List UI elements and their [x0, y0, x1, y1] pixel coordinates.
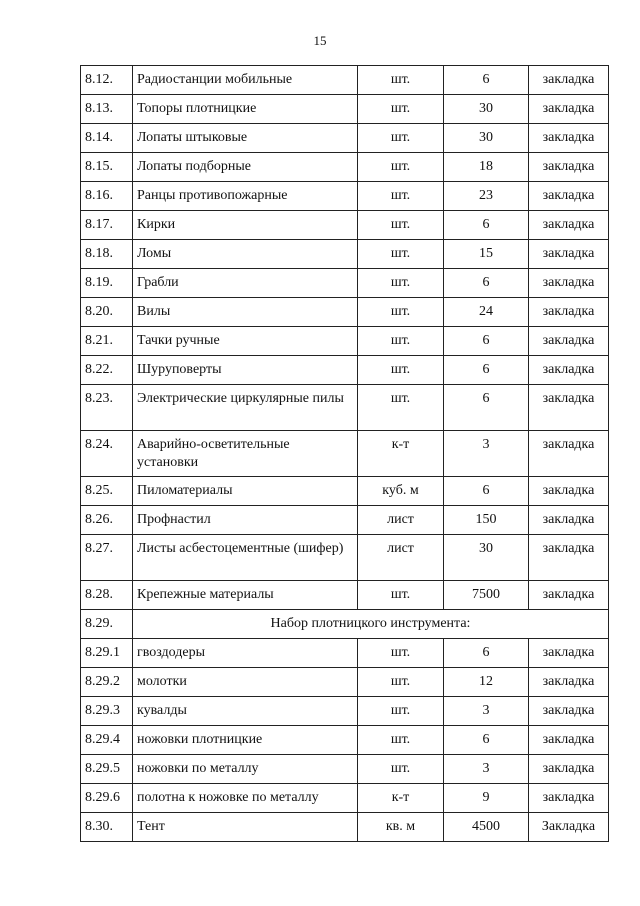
item-note: закладка — [542, 541, 595, 556]
item-note: закладка — [542, 483, 595, 498]
item-name-cell — [133, 726, 358, 755]
item-unit-cell — [358, 269, 444, 298]
item-number-cell — [81, 182, 133, 211]
item-unit: лист — [387, 541, 414, 556]
item-quantity-cell — [444, 477, 529, 506]
item-name-cell — [133, 240, 358, 269]
item-unit: к-т — [391, 437, 410, 452]
item-unit: лист — [387, 512, 414, 527]
item-quantity: 3 — [482, 761, 490, 776]
table-row — [81, 153, 609, 182]
item-quantity: 6 — [482, 217, 490, 232]
item-number-cell — [81, 124, 133, 153]
item-quantity: 15 — [479, 246, 493, 261]
item-unit: шт. — [390, 645, 411, 660]
item-name: Профнастил — [137, 512, 211, 527]
item-quantity-cell — [444, 66, 529, 95]
item-unit-cell — [358, 639, 444, 668]
item-note-cell — [529, 813, 609, 842]
table-row — [81, 813, 609, 842]
item-unit-cell — [358, 506, 444, 535]
item-unit-cell — [358, 668, 444, 697]
table-row — [81, 385, 609, 431]
item-name: Кирки — [137, 217, 176, 232]
item-quantity: 6 — [482, 483, 490, 498]
table-row — [81, 356, 609, 385]
item-number: 8.23. — [85, 391, 113, 406]
item-quantity-cell — [444, 535, 529, 581]
item-name: Тент — [137, 819, 165, 834]
item-note: закладка — [542, 159, 595, 174]
item-quantity: 6 — [482, 645, 490, 660]
item-unit: шт. — [390, 703, 411, 718]
item-quantity: 18 — [479, 159, 493, 174]
item-name-cell — [133, 182, 358, 211]
item-quantity-cell — [444, 356, 529, 385]
table-row — [81, 610, 609, 639]
item-quantity: 4500 — [472, 819, 500, 834]
table-row — [81, 784, 609, 813]
item-name: ножовки плотницкие — [137, 732, 263, 747]
item-name-cell — [133, 755, 358, 784]
item-number: 8.29.3 — [85, 703, 120, 718]
item-quantity-cell — [444, 639, 529, 668]
table-row — [81, 668, 609, 697]
table-row — [81, 506, 609, 535]
item-note-cell — [529, 327, 609, 356]
item-name-cell — [133, 639, 358, 668]
item-note: закладка — [542, 703, 595, 718]
item-name-cell — [133, 66, 358, 95]
item-unit-cell — [358, 431, 444, 477]
item-note-cell — [529, 477, 609, 506]
item-unit: шт. — [390, 72, 411, 87]
item-name-cell — [133, 356, 358, 385]
item-quantity-cell — [444, 211, 529, 240]
item-note: закладка — [542, 72, 595, 87]
item-number: 8.27. — [85, 541, 113, 556]
item-unit-cell — [358, 66, 444, 95]
item-note: закладка — [542, 362, 595, 377]
item-name: Вилы — [137, 304, 171, 319]
item-unit-cell — [358, 784, 444, 813]
item-note-cell — [529, 211, 609, 240]
item-number: 8.25. — [85, 483, 113, 498]
item-quantity: 30 — [479, 541, 493, 556]
item-quantity: 30 — [479, 101, 493, 116]
item-number: 8.30. — [85, 819, 113, 834]
item-unit-cell — [358, 182, 444, 211]
item-number-cell — [81, 506, 133, 535]
item-note-cell — [529, 153, 609, 182]
item-unit-cell — [358, 385, 444, 431]
item-note: закладка — [542, 101, 595, 116]
table-row — [81, 477, 609, 506]
table-row — [81, 66, 609, 95]
item-note: закладка — [542, 732, 595, 747]
item-unit: шт. — [390, 246, 411, 261]
table-row — [81, 697, 609, 726]
table-row — [81, 124, 609, 153]
item-number: 8.13. — [85, 101, 113, 116]
table-row — [81, 269, 609, 298]
item-number-cell — [81, 755, 133, 784]
item-name-cell — [133, 298, 358, 327]
item-quantity: 30 — [479, 130, 493, 145]
item-quantity: 3 — [482, 437, 490, 452]
item-quantity-cell — [444, 269, 529, 298]
item-unit: шт. — [390, 587, 411, 602]
item-note: закладка — [542, 333, 595, 348]
item-note: Закладка — [541, 819, 596, 834]
item-note-cell — [529, 124, 609, 153]
item-quantity: 9 — [482, 790, 490, 805]
item-name-cell — [133, 431, 358, 477]
item-note-cell — [529, 639, 609, 668]
item-name: полотна к ножовке по металлу — [137, 790, 319, 805]
item-unit: шт. — [390, 101, 411, 116]
item-name-cell — [133, 813, 358, 842]
item-quantity: 12 — [479, 674, 493, 689]
table-row — [81, 581, 609, 610]
item-quantity-cell — [444, 755, 529, 784]
item-number-cell — [81, 581, 133, 610]
item-unit-cell — [358, 124, 444, 153]
item-note: закладка — [542, 304, 595, 319]
item-number-cell — [81, 385, 133, 431]
table-row — [81, 431, 609, 477]
section-title: Набор плотницкого инструмента: — [270, 616, 471, 631]
item-note-cell — [529, 535, 609, 581]
item-unit: шт. — [390, 188, 411, 203]
table-row — [81, 327, 609, 356]
item-note: закладка — [542, 587, 595, 602]
item-number-cell — [81, 535, 133, 581]
page-number: 15 — [313, 33, 327, 48]
item-name-cell — [133, 697, 358, 726]
item-unit: шт. — [390, 130, 411, 145]
item-number-cell — [81, 153, 133, 182]
item-unit-cell — [358, 813, 444, 842]
item-number: 8.29.6 — [85, 790, 120, 805]
item-note: закладка — [542, 645, 595, 660]
item-number: 8.17. — [85, 217, 113, 232]
item-name-cell — [133, 506, 358, 535]
item-note: закладка — [542, 188, 595, 203]
item-note: закладка — [542, 512, 595, 527]
item-number: 8.29. — [85, 616, 113, 631]
item-note: закладка — [542, 391, 595, 406]
table-row — [81, 211, 609, 240]
item-number: 8.29.5 — [85, 761, 120, 776]
item-quantity-cell — [444, 431, 529, 477]
item-unit-cell — [358, 477, 444, 506]
item-number: 8.15. — [85, 159, 113, 174]
item-number: 8.29.2 — [85, 674, 120, 689]
item-name: Топоры плотницкие — [137, 101, 257, 116]
item-number: 8.28. — [85, 587, 113, 602]
item-note-cell — [529, 385, 609, 431]
item-name: Ранцы противопожарные — [137, 188, 288, 203]
item-unit: шт. — [390, 333, 411, 348]
item-unit-cell — [358, 755, 444, 784]
equipment-table — [80, 65, 609, 842]
item-note-cell — [529, 356, 609, 385]
item-name-cell — [133, 153, 358, 182]
item-unit: шт. — [390, 761, 411, 776]
item-number-cell — [81, 240, 133, 269]
item-unit-cell — [358, 726, 444, 755]
item-note-cell — [529, 182, 609, 211]
item-name: Ломы — [137, 246, 172, 261]
item-name-cell — [133, 95, 358, 124]
item-quantity-cell — [444, 327, 529, 356]
item-number: 8.21. — [85, 333, 113, 348]
item-quantity-cell — [444, 385, 529, 431]
item-quantity: 7500 — [472, 587, 500, 602]
item-unit: шт. — [390, 304, 411, 319]
item-unit: шт. — [390, 391, 411, 406]
item-name-cell — [133, 385, 358, 431]
item-unit: куб. м — [382, 483, 419, 498]
item-quantity-cell — [444, 153, 529, 182]
item-number: 8.29.1 — [85, 645, 120, 660]
item-number: 8.16. — [85, 188, 113, 203]
item-number: 8.18. — [85, 246, 113, 261]
item-quantity: 23 — [479, 188, 493, 203]
item-number-cell — [81, 356, 133, 385]
item-quantity-cell — [444, 298, 529, 327]
item-number-cell — [81, 697, 133, 726]
item-quantity: 6 — [482, 72, 490, 87]
item-number-cell — [81, 668, 133, 697]
item-quantity: 6 — [482, 391, 490, 406]
item-quantity-cell — [444, 668, 529, 697]
item-number: 8.19. — [85, 275, 113, 290]
item-note-cell — [529, 726, 609, 755]
item-note-cell — [529, 431, 609, 477]
item-quantity-cell — [444, 95, 529, 124]
item-number: 8.20. — [85, 304, 113, 319]
item-unit-cell — [358, 697, 444, 726]
table-row — [81, 298, 609, 327]
item-note-cell — [529, 581, 609, 610]
item-unit: шт. — [390, 217, 411, 232]
item-name: Листы асбестоцементные (шифер) — [137, 541, 344, 556]
item-quantity: 6 — [482, 732, 490, 747]
item-quantity: 150 — [475, 512, 497, 527]
item-number-cell — [81, 298, 133, 327]
item-number: 8.12. — [85, 72, 113, 87]
item-unit-cell — [358, 298, 444, 327]
item-note-cell — [529, 697, 609, 726]
item-quantity: 24 — [479, 304, 493, 319]
item-name: Пиломатериалы — [137, 483, 233, 498]
item-note-cell — [529, 95, 609, 124]
table-row — [81, 535, 609, 581]
item-note-cell — [529, 240, 609, 269]
item-name-cell — [133, 581, 358, 610]
item-name: Электрические циркулярные пилы — [137, 391, 344, 406]
item-name: Лопаты подборные — [137, 159, 251, 174]
item-note: закладка — [542, 674, 595, 689]
item-name-cell — [133, 327, 358, 356]
item-number: 8.29.4 — [85, 732, 120, 747]
item-note: закладка — [542, 130, 595, 145]
item-number-cell — [81, 477, 133, 506]
item-name: ножовки по металлу — [137, 761, 259, 776]
item-note-cell — [529, 298, 609, 327]
item-quantity-cell — [444, 124, 529, 153]
table-row — [81, 95, 609, 124]
item-note-cell — [529, 784, 609, 813]
item-name: Грабли — [137, 275, 179, 290]
item-note: закладка — [542, 217, 595, 232]
table-row — [81, 755, 609, 784]
item-name-cell — [133, 535, 358, 581]
item-quantity: 3 — [482, 703, 490, 718]
item-number-cell — [81, 327, 133, 356]
item-number-cell — [81, 211, 133, 240]
item-number-cell — [81, 784, 133, 813]
item-quantity-cell — [444, 240, 529, 269]
item-note-cell — [529, 668, 609, 697]
item-note: закладка — [542, 275, 595, 290]
section-header-cell — [133, 610, 609, 639]
item-note: закладка — [542, 761, 595, 776]
item-number: 8.22. — [85, 362, 113, 377]
item-name: молотки — [137, 674, 187, 689]
item-unit: шт. — [390, 159, 411, 174]
item-name: гвоздодеры — [137, 645, 205, 660]
item-number-cell — [81, 66, 133, 95]
item-quantity-cell — [444, 784, 529, 813]
item-note-cell — [529, 66, 609, 95]
item-number-cell — [81, 726, 133, 755]
item-name: Шуруповерты — [137, 362, 222, 377]
item-note-cell — [529, 506, 609, 535]
item-unit: к-т — [391, 790, 410, 805]
item-quantity-cell — [444, 813, 529, 842]
item-name: Радиостанции мобильные — [137, 72, 293, 87]
item-quantity-cell — [444, 506, 529, 535]
item-name: Аварийно-осветительные установки — [137, 437, 290, 470]
item-quantity-cell — [444, 726, 529, 755]
item-unit: кв. м — [385, 819, 416, 834]
item-unit-cell — [358, 211, 444, 240]
item-quantity-cell — [444, 581, 529, 610]
table-row — [81, 240, 609, 269]
item-number-cell — [81, 269, 133, 298]
item-name: Крепежные материалы — [137, 587, 274, 602]
item-unit: шт. — [390, 275, 411, 290]
item-quantity-cell — [444, 697, 529, 726]
item-unit-cell — [358, 356, 444, 385]
item-name: Тачки ручные — [137, 333, 220, 348]
item-unit-cell — [358, 95, 444, 124]
item-number: 8.14. — [85, 130, 113, 145]
item-unit: шт. — [390, 732, 411, 747]
item-number: 8.24. — [85, 437, 113, 452]
item-unit-cell — [358, 240, 444, 269]
item-name: Лопаты штыковые — [137, 130, 248, 145]
item-note-cell — [529, 269, 609, 298]
item-quantity-cell — [444, 182, 529, 211]
item-note: закладка — [542, 437, 595, 452]
item-quantity: 6 — [482, 275, 490, 290]
item-number-cell — [81, 639, 133, 668]
item-unit-cell — [358, 535, 444, 581]
table-row — [81, 182, 609, 211]
item-note-cell — [529, 755, 609, 784]
item-note: закладка — [542, 246, 595, 261]
item-name-cell — [133, 269, 358, 298]
item-note: закладка — [542, 790, 595, 805]
item-name-cell — [133, 668, 358, 697]
item-unit-cell — [358, 153, 444, 182]
item-number-cell — [81, 95, 133, 124]
item-number: 8.26. — [85, 512, 113, 527]
item-name: кувалды — [137, 703, 187, 718]
item-name-cell — [133, 784, 358, 813]
item-name-cell — [133, 211, 358, 240]
item-unit: шт. — [390, 674, 411, 689]
item-number-cell — [81, 431, 133, 477]
item-number-cell — [81, 813, 133, 842]
table-row — [81, 639, 609, 668]
item-quantity: 6 — [482, 362, 490, 377]
item-name-cell — [133, 124, 358, 153]
item-quantity: 6 — [482, 333, 490, 348]
table-row — [81, 726, 609, 755]
item-unit-cell — [358, 581, 444, 610]
item-unit: шт. — [390, 362, 411, 377]
item-number-cell — [81, 610, 133, 639]
item-name-cell — [133, 477, 358, 506]
item-unit-cell — [358, 327, 444, 356]
